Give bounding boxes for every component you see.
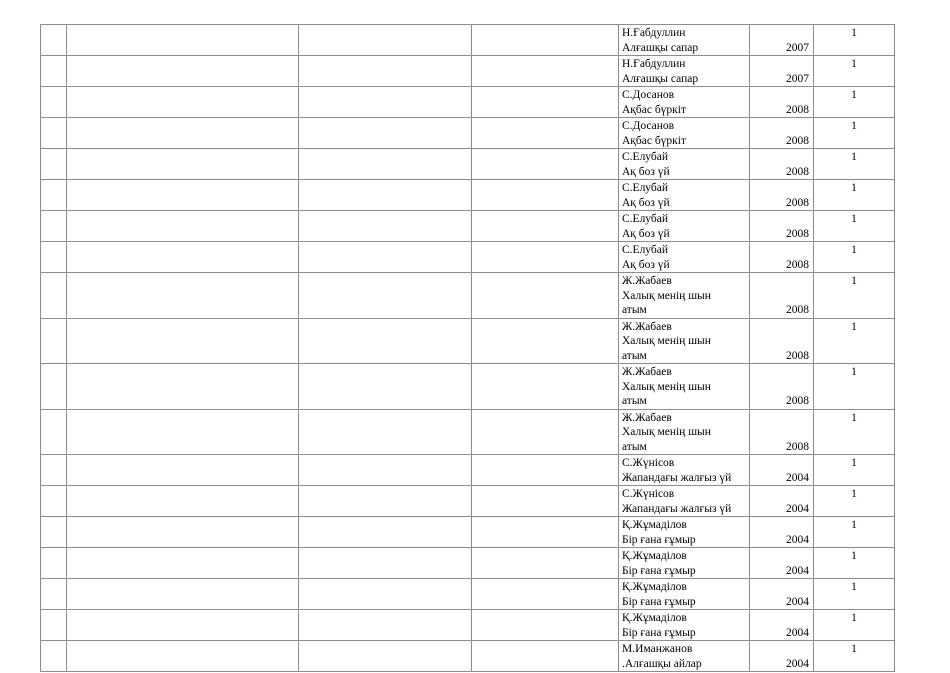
author-title-cell: [619, 641, 750, 672]
author-title-cell: [619, 180, 750, 211]
quantity-cell: 1: [814, 641, 895, 672]
book-title-line: Ақ боз үй: [622, 196, 670, 209]
cell-number: [41, 364, 67, 410]
quantity-cell: 1: [814, 548, 895, 579]
table-row: [41, 548, 895, 579]
cell-empty: [472, 455, 619, 486]
author-name: Қ.Жұмаділов: [622, 581, 687, 593]
author-title-cell: [619, 273, 750, 319]
cell-number: [41, 579, 67, 610]
cell-empty: [299, 149, 472, 180]
cell-empty: [299, 641, 472, 672]
cell-empty: [472, 486, 619, 517]
author-title-cell: [619, 211, 750, 242]
cell-empty: [472, 409, 619, 455]
cell-empty: [472, 118, 619, 149]
cell-empty: [67, 56, 299, 87]
table-row: [41, 25, 895, 56]
cell-empty: [472, 579, 619, 610]
author-name: Ж.Жабаев: [622, 320, 672, 333]
cell-empty: [67, 641, 299, 672]
book-title-line: Бір ғана ғұмыр: [622, 564, 696, 577]
table-row: [41, 517, 895, 548]
table-row: [41, 455, 895, 486]
cell-number: [41, 318, 67, 364]
author-title-cell: [619, 149, 750, 180]
table-row: [41, 56, 895, 87]
table-row: [41, 610, 895, 641]
cell-empty: [299, 610, 472, 641]
book-table: [40, 24, 895, 672]
cell-empty: [299, 87, 472, 118]
cell-number: [41, 610, 67, 641]
author-name: С.Елубай: [622, 182, 669, 194]
cell-empty: [67, 610, 299, 641]
author-name: С.Досанов: [622, 120, 675, 132]
author-title-cell: [619, 318, 750, 364]
cell-empty: [67, 579, 299, 610]
author-title-cell: [619, 242, 750, 273]
book-title-line: атым: [622, 304, 647, 316]
table-row: [41, 364, 895, 410]
cell-empty: [67, 409, 299, 455]
cell-empty: [67, 548, 299, 579]
author-name: Қ.Жұмаділов: [622, 550, 687, 562]
cell-empty: [299, 180, 472, 211]
author-title-cell: [619, 87, 750, 118]
year-cell: 2008: [750, 211, 814, 242]
cell-empty: [472, 149, 619, 180]
table-row: [41, 242, 895, 273]
year-cell: 2008: [750, 364, 814, 410]
author-title-cell: [619, 56, 750, 87]
table-row: [41, 211, 895, 242]
author-name: С.Жүнісов: [622, 457, 675, 469]
quantity-cell: 1: [814, 486, 895, 517]
quantity-cell: 1: [814, 56, 895, 87]
quantity-cell: 1: [814, 118, 895, 149]
year-cell: 2007: [750, 56, 814, 87]
author-title-cell: [619, 548, 750, 579]
cell-empty: [67, 149, 299, 180]
book-title-line: атым: [622, 440, 647, 453]
cell-empty: [472, 56, 619, 87]
year-cell: 2004: [750, 579, 814, 610]
cell-number: [41, 149, 67, 180]
book-title-line: Ақбас бүркіт: [622, 103, 686, 116]
quantity-cell: 1: [814, 364, 895, 410]
table-row: [41, 318, 895, 364]
book-title-line: Ақбас бүркіт: [622, 134, 686, 147]
author-title-cell: [619, 610, 750, 641]
book-title-line: Алғашқы сапар: [622, 72, 699, 85]
quantity-cell: 1: [814, 211, 895, 242]
book-title-line: Алғашқы сапар: [622, 41, 699, 54]
cell-number: [41, 641, 67, 672]
cell-empty: [472, 180, 619, 211]
author-title-cell: [619, 517, 750, 548]
cell-empty: [472, 211, 619, 242]
author-name: М.Иманжанов: [622, 643, 693, 655]
year-cell: 2008: [750, 149, 814, 180]
cell-empty: [299, 409, 472, 455]
cell-number: [41, 409, 67, 455]
cell-empty: [299, 318, 472, 364]
author-name: Ж.Жабаев: [622, 411, 672, 424]
cell-number: [41, 486, 67, 517]
cell-empty: [299, 548, 472, 579]
cell-empty: [299, 517, 472, 548]
author-title-cell: [619, 455, 750, 486]
quantity-cell: 1: [814, 180, 895, 211]
cell-number: [41, 548, 67, 579]
quantity-cell: 1: [814, 87, 895, 118]
book-title-line: Жапандағы жалғыз үй: [622, 471, 732, 484]
author-title-cell: [619, 486, 750, 517]
author-name: Н.Ғабдуллин: [622, 27, 686, 39]
cell-empty: [299, 211, 472, 242]
book-title-line: Халық менің шын: [622, 426, 711, 438]
table-row: [41, 409, 895, 455]
author-name: Ж.Жабаев: [622, 275, 672, 287]
cell-empty: [472, 273, 619, 319]
cell-number: [41, 180, 67, 211]
author-name: С.Елубай: [622, 213, 669, 225]
table-row: [41, 87, 895, 118]
book-title-line: Ақ боз үй: [622, 165, 670, 178]
year-cell: 2004: [750, 517, 814, 548]
year-cell: 2008: [750, 180, 814, 211]
cell-empty: [299, 364, 472, 410]
author-name: Қ.Жұмаділов: [622, 612, 687, 624]
cell-empty: [67, 318, 299, 364]
book-title-line: .Алғашқы айлар: [622, 657, 702, 670]
cell-empty: [67, 455, 299, 486]
table-row: [41, 641, 895, 672]
cell-number: [41, 273, 67, 319]
table-row: [41, 180, 895, 211]
book-title-line: Ақ боз үй: [622, 227, 670, 240]
cell-empty: [67, 242, 299, 273]
table-row: [41, 579, 895, 610]
cell-empty: [299, 25, 472, 56]
author-title-cell: [619, 579, 750, 610]
cell-empty: [67, 486, 299, 517]
author-name: С.Жүнісов: [622, 488, 675, 500]
cell-number: [41, 25, 67, 56]
cell-number: [41, 87, 67, 118]
year-cell: 2004: [750, 486, 814, 517]
quantity-cell: 1: [814, 242, 895, 273]
quantity-cell: 1: [814, 610, 895, 641]
year-cell: 2004: [750, 548, 814, 579]
cell-empty: [472, 87, 619, 118]
cell-empty: [67, 517, 299, 548]
cell-empty: [299, 486, 472, 517]
author-title-cell: [619, 118, 750, 149]
cell-number: [41, 211, 67, 242]
table-row: [41, 486, 895, 517]
book-table-body: [41, 25, 895, 672]
quantity-cell: 1: [814, 517, 895, 548]
cell-empty: [472, 641, 619, 672]
year-cell: 2004: [750, 455, 814, 486]
quantity-cell: 1: [814, 579, 895, 610]
cell-empty: [472, 25, 619, 56]
table-row: [41, 149, 895, 180]
cell-empty: [67, 118, 299, 149]
cell-number: [41, 455, 67, 486]
quantity-cell: 1: [814, 318, 895, 364]
cell-empty: [472, 364, 619, 410]
book-title-line: Бір ғана ғұмыр: [622, 533, 696, 546]
book-title-line: Халық менің шын: [622, 289, 711, 302]
year-cell: 2008: [750, 118, 814, 149]
cell-empty: [67, 87, 299, 118]
cell-empty: [299, 56, 472, 87]
cell-empty: [67, 211, 299, 242]
author-title-cell: [619, 364, 750, 410]
cell-empty: [472, 318, 619, 364]
cell-empty: [67, 25, 299, 56]
year-cell: 2008: [750, 242, 814, 273]
quantity-cell: 1: [814, 455, 895, 486]
quantity-cell: 1: [814, 409, 895, 455]
book-title-line: Жапандағы жалғыз үй: [622, 502, 732, 515]
year-cell: 2008: [750, 273, 814, 319]
cell-empty: [299, 579, 472, 610]
book-title-line: Халық менің шын: [622, 380, 711, 393]
cell-empty: [67, 364, 299, 410]
year-cell: 2004: [750, 641, 814, 672]
book-title-line: Бір ғана ғұмыр: [622, 626, 696, 639]
book-title-line: Ақ боз үй: [622, 258, 670, 271]
cell-empty: [67, 180, 299, 211]
author-title-cell: [619, 409, 750, 455]
author-name: С.Досанов: [622, 89, 675, 101]
quantity-cell: 1: [814, 273, 895, 319]
author-name: Н.Ғабдуллин: [622, 58, 686, 70]
book-title-line: атым: [622, 395, 647, 407]
cell-number: [41, 56, 67, 87]
author-name: Қ.Жұмаділов: [622, 519, 687, 531]
cell-empty: [472, 610, 619, 641]
cell-number: [41, 242, 67, 273]
cell-empty: [472, 517, 619, 548]
cell-empty: [299, 455, 472, 486]
book-title-line: атым: [622, 349, 647, 362]
table-row: [41, 118, 895, 149]
book-title-line: Бір ғана ғұмыр: [622, 595, 696, 608]
cell-number: [41, 118, 67, 149]
book-title-line: Халық менің шын: [622, 335, 711, 347]
cell-empty: [472, 548, 619, 579]
year-cell: 2007: [750, 25, 814, 56]
year-cell: 2008: [750, 409, 814, 455]
author-name: С.Елубай: [622, 244, 669, 256]
year-cell: 2008: [750, 318, 814, 364]
quantity-cell: 1: [814, 149, 895, 180]
author-title-cell: [619, 25, 750, 56]
year-cell: 2008: [750, 87, 814, 118]
cell-empty: [299, 273, 472, 319]
cell-empty: [67, 273, 299, 319]
table-row: [41, 273, 895, 319]
cell-empty: [299, 242, 472, 273]
year-cell: 2004: [750, 610, 814, 641]
author-name: Ж.Жабаев: [622, 366, 672, 378]
quantity-cell: 1: [814, 25, 895, 56]
cell-empty: [299, 118, 472, 149]
cell-number: [41, 517, 67, 548]
author-name: С.Елубай: [622, 151, 669, 163]
cell-empty: [472, 242, 619, 273]
